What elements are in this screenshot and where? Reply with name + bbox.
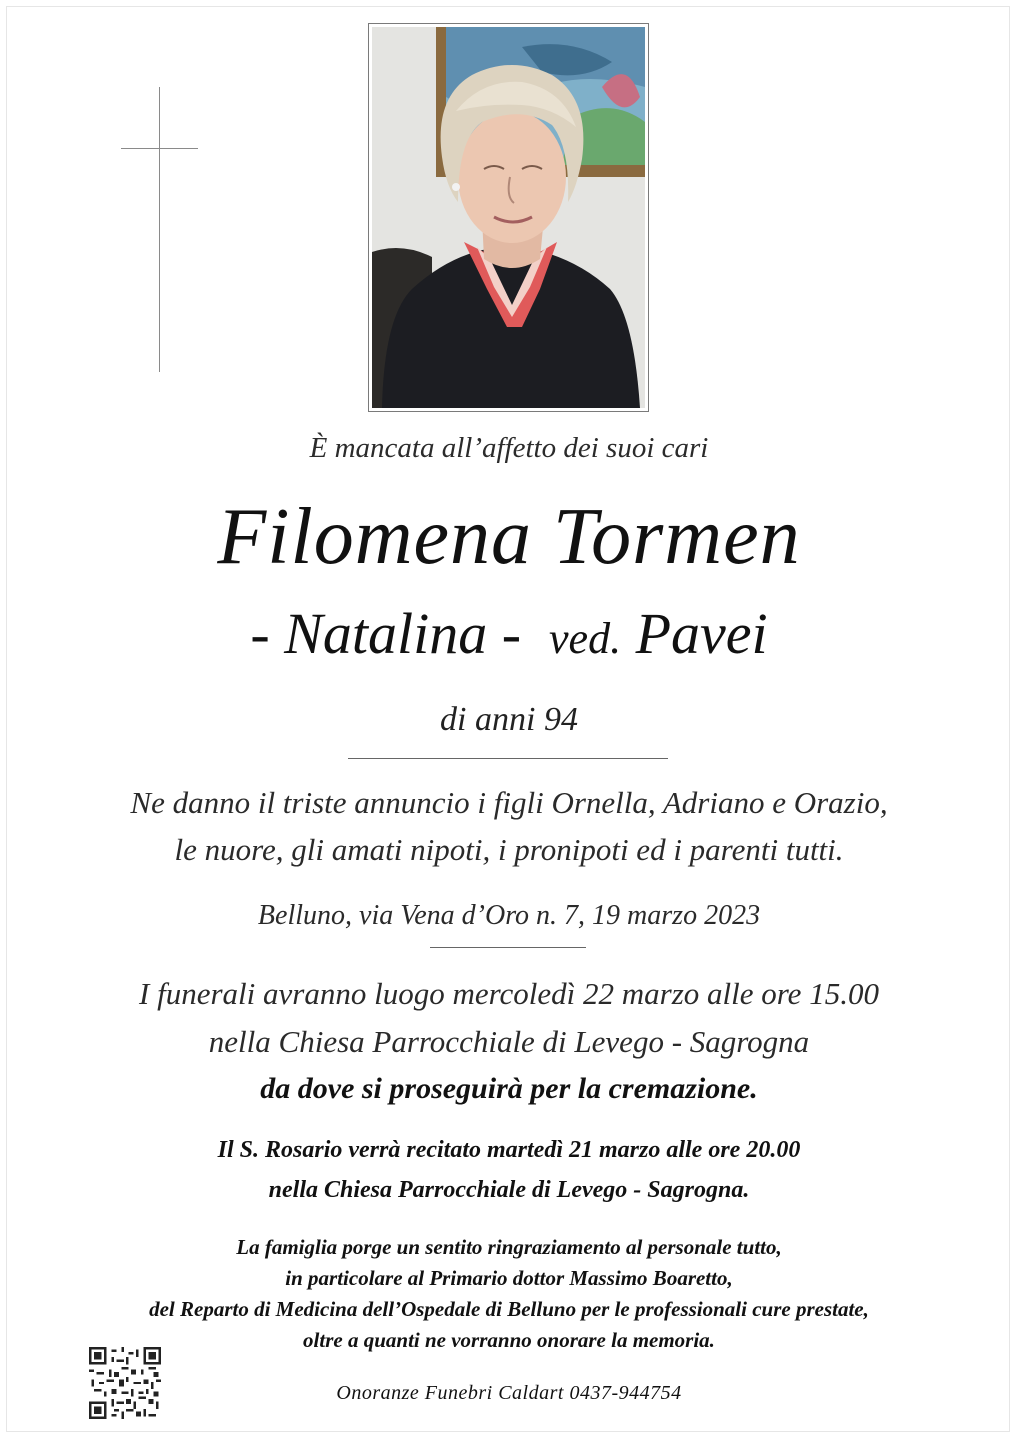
portrait-photo xyxy=(368,23,649,412)
married-name: Pavei xyxy=(635,601,768,666)
nickname-line xyxy=(0,600,1018,667)
divider xyxy=(348,758,668,759)
thanks-line: del Reparto di Medicina dell’Ospedale di Belluno per le professionali cure prestate, xyxy=(149,1297,869,1321)
widow-prefix: ved. xyxy=(549,614,622,663)
thanks-line: in particolare al Primario dottor Massimo Boaretto, xyxy=(285,1266,733,1290)
nickname: - Natalina - xyxy=(250,601,522,666)
age-line: di anni 94 xyxy=(440,701,578,738)
thanks-line: La famiglia porge un sentito ringraziamento al personale tutto, xyxy=(236,1235,782,1259)
divider xyxy=(430,947,586,948)
announcement-line: le nuore, gli amati nipoti, i pronipoti ed i parenti tutti. xyxy=(174,832,844,867)
funeral-line: nella Chiesa Parrocchiale di Levego - Sagrogna xyxy=(208,1024,810,1059)
deceased-name: Filomena Tormen xyxy=(217,493,801,581)
announcement-line: Ne danno il triste annuncio i figli Ornella, Adriano e Orazio, xyxy=(130,785,888,820)
cross-vertical-bar xyxy=(159,87,160,372)
place-date-line: Belluno, via Vena d’Oro n. 7, 19 marzo 2023 xyxy=(257,900,761,931)
funeral-home-footer: Onoranze Funebri Caldart 0437-944754 xyxy=(336,1382,682,1404)
funeral-line: da dove si proseguirà per la cremazione. xyxy=(260,1072,758,1105)
portrait-illustration xyxy=(372,27,645,408)
intro-line: È mancata all’affetto dei suoi cari xyxy=(309,432,709,464)
funeral-line: I funerali avranno luogo mercoledì 22 marzo alle ore 15.00 xyxy=(139,976,879,1011)
thanks-line: oltre a quanti ne vorranno onorare la memoria. xyxy=(303,1328,715,1352)
cross-horizontal-bar xyxy=(121,148,198,149)
rosary-line: Il S. Rosario verrà recitato martedì 21 marzo alle ore 20.00 xyxy=(217,1137,801,1163)
rosary-line: nella Chiesa Parrocchiale di Levego - Sagrogna. xyxy=(268,1177,750,1203)
